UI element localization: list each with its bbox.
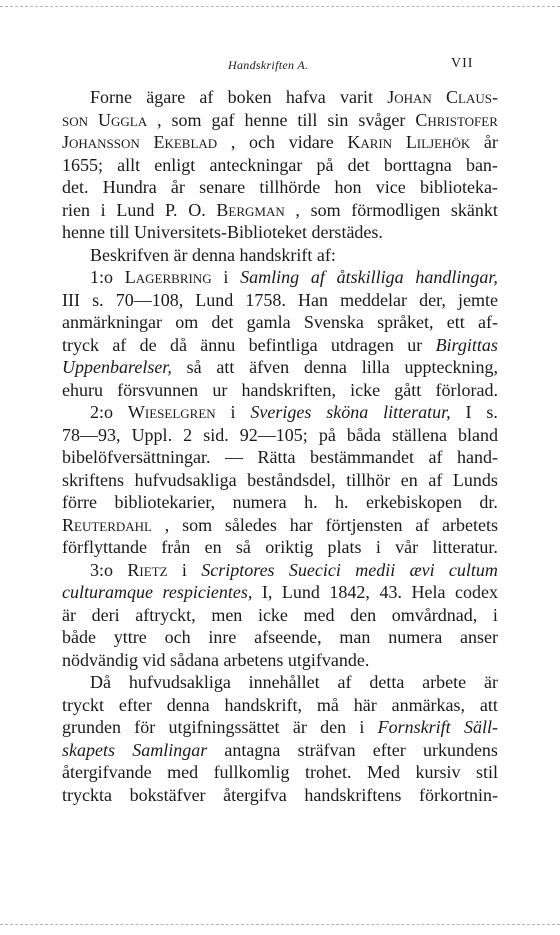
word: s.: [486, 402, 498, 422]
text-line: [62, 289, 498, 312]
word: h.: [304, 492, 318, 512]
word: hon: [334, 177, 362, 197]
text-line: [62, 761, 498, 784]
word: ännu: [200, 334, 236, 355]
word: ban-: [465, 154, 498, 175]
word: Rätta: [257, 447, 296, 467]
text-line: [62, 446, 498, 469]
word: Lund: [116, 199, 155, 220]
word: med: [167, 762, 199, 782]
word: plats: [327, 537, 362, 557]
word: bibliotekarier,: [114, 492, 216, 512]
word: vår: [395, 537, 419, 557]
word: erkebiskopen: [365, 492, 462, 512]
word: i: [359, 717, 365, 737]
word: I,: [261, 582, 273, 602]
word: numera: [232, 492, 287, 512]
word: 2:o: [90, 402, 114, 422]
word: Karin: [347, 132, 393, 152]
word: Uppl.: [131, 424, 173, 445]
word: ,: [157, 109, 162, 130]
word: i: [492, 604, 498, 625]
word: icke: [350, 379, 381, 400]
word: lilla: [361, 357, 390, 377]
word: sköna: [326, 402, 369, 422]
word: arbete: [422, 672, 467, 692]
page-edge-bottom: [0, 924, 560, 925]
word: kursiv: [415, 762, 461, 782]
word: s.: [92, 289, 104, 310]
word: 92—105;: [239, 424, 308, 445]
word: i: [100, 199, 106, 220]
word: allt: [117, 154, 141, 175]
text-line: [62, 739, 498, 762]
word: Birgittas: [435, 334, 498, 355]
text-line: [62, 694, 498, 717]
word: hafva: [285, 87, 326, 107]
word: dr.: [479, 492, 498, 512]
word: men: [211, 604, 243, 625]
word: åtskilliga: [336, 267, 404, 287]
text-line: [62, 716, 498, 739]
word: ehuru: [62, 379, 103, 400]
page-number: VII: [451, 56, 474, 71]
word: för: [134, 717, 156, 737]
word: omvårdnad,: [391, 604, 478, 625]
word: af: [310, 267, 325, 287]
word: Forne: [90, 87, 132, 107]
word: således: [224, 514, 277, 535]
word: att: [216, 357, 235, 377]
word: Johansson: [62, 132, 140, 152]
word: här: [353, 694, 377, 715]
word: trohet.: [305, 762, 352, 782]
word: —: [224, 447, 243, 467]
word: Wieselgren: [127, 402, 216, 422]
word: rien: [62, 199, 90, 220]
word: henne: [244, 109, 288, 130]
word: i: [230, 402, 236, 422]
word: äfven: [249, 357, 290, 377]
word: utdragen: [330, 334, 394, 355]
text-line: [62, 559, 498, 582]
word: tryck: [62, 334, 99, 355]
text-line: [62, 514, 498, 537]
word: de: [139, 334, 157, 355]
word: år: [483, 132, 498, 152]
word: Lagerbring: [124, 267, 212, 287]
word: meddelar: [340, 289, 408, 310]
word: af: [415, 514, 430, 535]
word: år: [170, 177, 185, 197]
text-span: Beskrifven är denna handskrift af:: [90, 244, 336, 265]
word: denna: [166, 694, 210, 715]
word: ur: [212, 379, 228, 400]
word: Liljehök: [405, 132, 471, 152]
word: Uppenbarelser,: [62, 357, 172, 377]
word: codex: [455, 582, 498, 602]
word: båda: [346, 424, 381, 445]
word: Bergman: [216, 199, 285, 220]
word: culturamque: [62, 582, 153, 602]
word: återgifvande: [62, 762, 152, 782]
word: Reuterdahl: [62, 514, 152, 535]
word: Claus-: [446, 87, 498, 107]
word: då: [169, 334, 187, 355]
text-line: [62, 356, 498, 379]
text-line: [62, 109, 498, 132]
word: af: [112, 334, 127, 355]
word: fullkomlig: [213, 762, 290, 782]
word: oriktig: [265, 537, 314, 557]
word: Säll-: [463, 717, 498, 737]
text-line: [62, 491, 498, 514]
word: är: [62, 604, 76, 625]
word: af: [199, 87, 214, 107]
word: återgifva: [223, 784, 287, 805]
word: af-: [477, 312, 498, 332]
word: befintliga: [248, 334, 318, 355]
text-line: [62, 266, 498, 289]
word: det: [347, 154, 370, 175]
word: svåger: [358, 109, 406, 130]
word: senare: [199, 177, 246, 197]
word: gått: [394, 379, 422, 400]
word: Då: [90, 672, 111, 692]
word: hufvudsakliga: [128, 672, 231, 692]
word: på: [316, 154, 334, 175]
word: Uggla: [97, 109, 148, 130]
word: anmärkas,: [391, 694, 466, 715]
word: handskriften,: [241, 379, 336, 400]
word: förmodligen: [351, 199, 441, 220]
word: förflyttande: [62, 537, 147, 557]
word: på: [318, 424, 336, 445]
word: 1758.: [245, 289, 286, 310]
word: h.: [335, 492, 349, 512]
word: man: [339, 627, 371, 647]
word: aftryckt,: [135, 604, 196, 625]
word: sträfvan: [297, 739, 356, 760]
text-line: [62, 649, 498, 672]
word: Hundra: [102, 177, 157, 197]
word: tillhörde: [259, 177, 321, 197]
text-line: [62, 784, 498, 807]
word: ,: [164, 514, 170, 535]
word: III: [62, 289, 80, 310]
text-line: [62, 334, 498, 357]
text-line: [62, 401, 498, 424]
word: P.: [165, 199, 178, 220]
word: Lund: [195, 289, 234, 310]
text-line: [62, 176, 498, 199]
word: son: [62, 109, 89, 130]
word: 70—108,: [115, 289, 184, 310]
text-line: [62, 221, 498, 244]
word: som: [171, 109, 202, 130]
word: medii: [355, 559, 396, 580]
word: från: [161, 537, 191, 557]
word: 2: [183, 424, 193, 445]
word: och: [164, 627, 191, 647]
running-head-title: Handskriften A.: [228, 58, 309, 72]
body-text: [62, 86, 498, 806]
word: boken: [227, 87, 272, 107]
word: beståndsdel,: [247, 469, 336, 490]
word: Christofer: [415, 109, 498, 130]
word: ett: [446, 312, 465, 332]
word: så: [186, 357, 202, 377]
word: Samlingar: [132, 739, 208, 760]
word: förlorad.: [435, 379, 498, 400]
word: uppteckning,: [404, 357, 498, 377]
word: bestämmandet: [310, 447, 414, 467]
word: tillhör: [346, 469, 391, 490]
word: en: [400, 469, 418, 490]
word: arbetets: [442, 514, 498, 535]
word: yttre: [113, 627, 147, 647]
word: Ekeblad: [153, 132, 218, 152]
word: ställena: [391, 424, 447, 445]
text-line: [62, 131, 498, 154]
word: detta: [369, 672, 405, 692]
word: litteratur.: [432, 537, 498, 557]
word: vice: [375, 177, 406, 197]
word: har: [289, 514, 313, 535]
word: som: [310, 199, 341, 220]
word: med: [303, 604, 335, 625]
word: biblioteka-: [419, 177, 498, 197]
word: ævi: [409, 559, 435, 580]
text-span: nödvändig vid sådana arbetens utgifvande.: [62, 649, 370, 670]
word: af: [428, 469, 443, 490]
word: 1655;: [62, 154, 104, 175]
word: efter: [372, 739, 406, 760]
word: denna: [303, 357, 347, 377]
page-edge-top: [0, 6, 560, 7]
word: bibelöfversättningar.: [62, 447, 211, 467]
word: urkundens: [422, 739, 498, 760]
text-line: [62, 86, 498, 109]
word: respicientes,: [162, 582, 253, 602]
word: 43.: [379, 582, 402, 602]
word: bland: [458, 424, 498, 445]
word: som: [182, 514, 213, 535]
word: bokstäfver: [129, 784, 206, 805]
word: ur: [407, 334, 423, 355]
word: 3:o: [90, 559, 114, 580]
word: och: [249, 132, 276, 152]
word: tryckta: [62, 784, 112, 805]
word: skänkt: [450, 199, 498, 220]
word: hand-: [457, 447, 498, 467]
word: Han: [297, 289, 328, 310]
word: i: [223, 267, 229, 287]
text-line: [62, 671, 498, 694]
word: litteratur,: [383, 402, 451, 422]
word: Fornskrift: [377, 717, 451, 737]
word: Suecici: [288, 559, 341, 580]
text-line: [62, 626, 498, 649]
word: af: [337, 672, 352, 692]
word: gamla: [246, 312, 291, 332]
word: efter: [118, 694, 152, 715]
word: utgifningssättet: [168, 717, 280, 737]
text-line: [62, 581, 498, 604]
word: der,: [419, 289, 446, 310]
word: förtjensten: [325, 514, 403, 535]
word: anmärkningar: [62, 312, 162, 332]
word: Med: [367, 762, 400, 782]
word: ,: [295, 199, 300, 220]
word: handlingar,: [415, 267, 498, 287]
word: vidare: [288, 132, 334, 152]
word: ,: [230, 132, 236, 152]
word: skriftens: [62, 469, 124, 490]
word: Lund: [281, 582, 320, 602]
word: anteckningar: [209, 154, 303, 175]
word: den: [320, 717, 347, 737]
word: Scriptores: [201, 559, 275, 580]
text-line: [62, 154, 498, 177]
word: det: [211, 312, 234, 332]
word: 78—93,: [62, 424, 121, 445]
word: är: [483, 672, 498, 692]
word: cultum: [448, 559, 498, 580]
word: handskrift,: [224, 694, 303, 715]
word: i: [375, 537, 381, 557]
word: att: [479, 694, 498, 715]
word: hufvudsakliga: [134, 469, 237, 490]
word: förre: [62, 492, 97, 512]
word: numera: [388, 627, 443, 647]
word: afseende,: [254, 627, 322, 647]
word: af: [428, 447, 443, 467]
word: Samling: [240, 267, 300, 287]
word: språket,: [377, 312, 434, 332]
word: till: [297, 109, 318, 130]
word: förkortnin-: [418, 784, 498, 805]
text-line: [62, 536, 498, 559]
word: varit: [340, 87, 374, 107]
text-line: [62, 424, 498, 447]
word: anser: [460, 627, 498, 647]
word: O.: [188, 199, 206, 220]
word: enligt: [154, 154, 196, 175]
word: är: [292, 717, 307, 737]
word: inre: [208, 627, 237, 647]
text-line: [62, 469, 498, 492]
word: ägare: [146, 87, 186, 107]
word: både: [62, 627, 96, 647]
word: 1842,: [329, 582, 370, 602]
word: 1:o: [90, 267, 114, 287]
word: deri: [91, 604, 120, 625]
word: Johan: [387, 87, 432, 107]
word: Hela: [411, 582, 446, 602]
word: må: [316, 694, 339, 715]
word: skapets: [62, 739, 115, 760]
text-line: [62, 604, 498, 627]
word: försvunnen: [117, 379, 199, 400]
word: sin: [327, 109, 349, 130]
running-head: [0, 52, 560, 76]
word: I: [465, 402, 472, 422]
word: stil: [475, 762, 498, 782]
text-line: [62, 244, 498, 267]
word: sid.: [203, 424, 229, 445]
text-span: henne till Universitets-Biblioteket derstädes.: [62, 222, 383, 242]
word: om: [175, 312, 199, 332]
word: Lunds: [452, 469, 498, 490]
word: den: [350, 604, 377, 625]
word: Svenska: [303, 312, 364, 332]
word: Sveriges: [250, 402, 312, 422]
word: gaf: [211, 109, 235, 130]
text-line: [62, 379, 498, 402]
word: borttagna: [383, 154, 452, 175]
word: så: [235, 537, 251, 557]
text-line: [62, 199, 498, 222]
word: i: [181, 559, 187, 580]
word: innehållet: [248, 672, 320, 692]
word: en: [204, 537, 222, 557]
word: handskriftens: [304, 784, 402, 805]
word: antagna: [224, 739, 281, 760]
word: icke: [257, 604, 288, 625]
word: Rietz: [127, 559, 168, 580]
word: det.: [62, 177, 89, 197]
word: jemte: [457, 289, 498, 310]
text-line: [62, 311, 498, 334]
word: tryckt: [62, 694, 104, 715]
word: grunden: [62, 717, 121, 737]
